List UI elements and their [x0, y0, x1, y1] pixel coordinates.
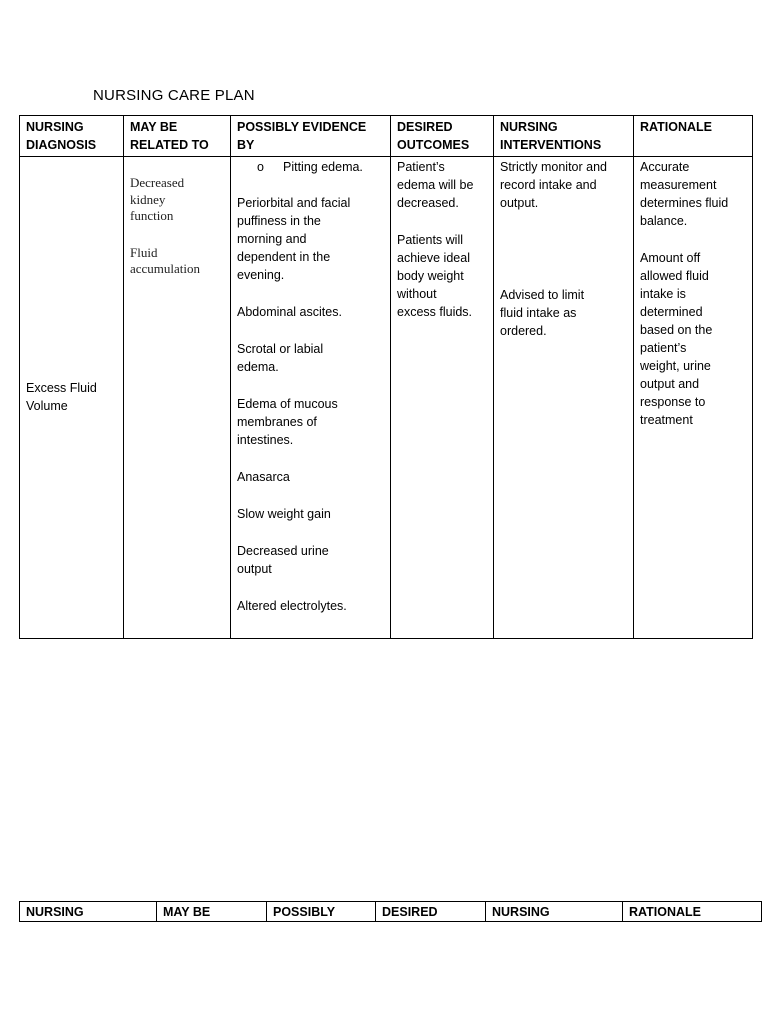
- header-row: [20, 902, 762, 922]
- cell-related-to: [124, 157, 231, 639]
- cell-rationale: [634, 157, 753, 639]
- evidence-item: Anasarca: [237, 470, 290, 484]
- care-plan-table-2: [19, 901, 762, 922]
- header-related-to: MAY BE RELATED TO: [124, 116, 231, 157]
- cell-interventions: [494, 157, 634, 639]
- header-evidence: POSSIBLY EVIDENCE BY: [231, 116, 391, 157]
- header-rationale: RATIONALE: [634, 116, 753, 157]
- intervention-item: Strictly monitor and record intake and output.: [500, 160, 607, 210]
- header-interventions: NURSING INTERVENTIONS: [494, 116, 634, 157]
- header-evidence: POSSIBLY: [267, 902, 376, 922]
- related-item: Fluid accumulation: [130, 244, 201, 276]
- evidence-item: Slow weight gain: [237, 507, 331, 521]
- bullet-icon: o: [257, 160, 264, 174]
- header-interventions: NURSING: [486, 902, 623, 922]
- intervention-item: Advised to limit fluid intake as ordered.: [500, 288, 585, 338]
- content-row: [20, 157, 753, 639]
- header-diagnosis: NURSING DIAGNOSIS: [20, 116, 124, 157]
- rationale-item: Accurate measurement determines fluid balance.: [640, 160, 729, 228]
- evidence-bullet-item: o Pitting edema.: [231, 158, 390, 176]
- header-related-to: MAY BE: [157, 902, 267, 922]
- evidence-item: Abdominal ascites.: [237, 305, 342, 319]
- related-item: Decreased kidney function: [130, 175, 185, 223]
- evidence-item: Decreased urine output: [237, 544, 329, 576]
- evidence-item: Edema of mucous membranes of intestines.: [237, 397, 338, 447]
- cell-outcomes: [391, 157, 494, 639]
- header-outcomes: DESIRED: [376, 902, 486, 922]
- care-plan-table: [19, 115, 753, 639]
- diagnosis-line: Volume: [26, 398, 68, 413]
- evidence-item: Scrotal or labial edema.: [237, 342, 324, 374]
- header-diagnosis: NURSING: [20, 902, 157, 922]
- diagnosis-line: Excess Fluid: [26, 380, 97, 395]
- cell-diagnosis: [20, 157, 124, 639]
- rationale-item: Amount off allowed fluid intake is determined based on the patient’s weight, urine output and response to treatment: [640, 251, 713, 427]
- outcome-item: Patients will achieve ideal body weight without excess fluids.: [397, 233, 473, 319]
- outcome-item: Patient’s edema will be decreased.: [397, 160, 474, 210]
- evidence-item: Altered electrolytes.: [237, 599, 347, 613]
- evidence-item: Periorbital and facial puffiness in the morning and dependent in the evening.: [237, 196, 351, 282]
- page-title: NURSING CARE PLAN: [93, 87, 255, 104]
- cell-evidence: [231, 157, 391, 639]
- header-outcomes: DESIRED OUTCOMES: [391, 116, 494, 157]
- header-row: [20, 116, 753, 157]
- header-rationale: RATIONALE: [623, 902, 762, 922]
